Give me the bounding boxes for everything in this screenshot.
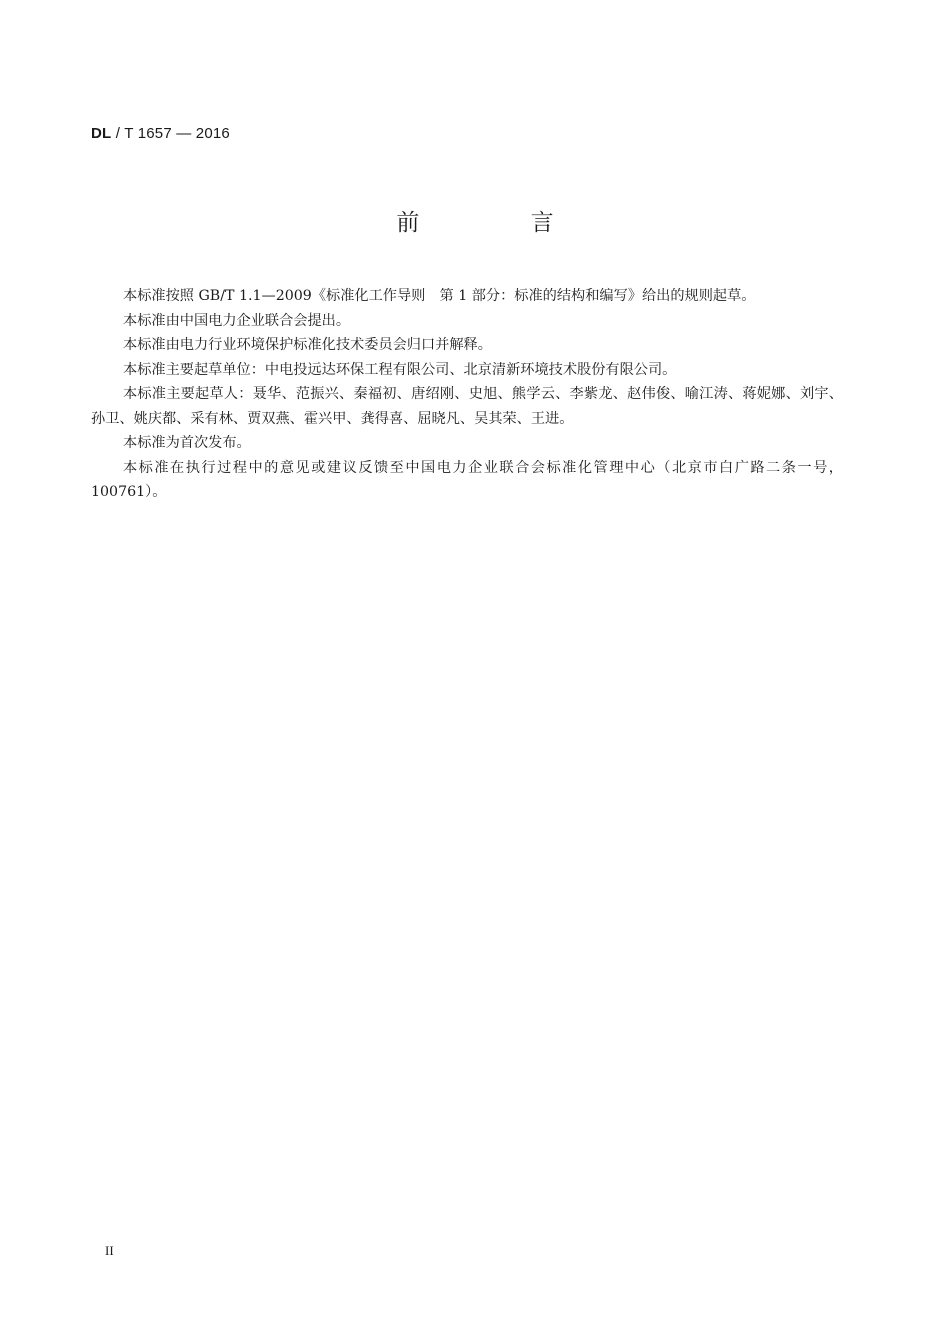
paragraph-interpreter: 本标准由电力行业环境保护标准化技术委员会归口并解释。 — [123, 337, 492, 353]
standard-code — [91, 125, 230, 142]
standard-code-prefix: DL — [91, 125, 112, 142]
paragraph-drafters: 本标准主要起草人：聂华、范振兴、秦福初、唐绍刚、史旭、熊学云、李紫龙、赵伟俊、喻江涛、蒋妮娜、刘宇、孙卫、姚庆都、采有林、贾双燕、霍兴甲、龚得喜、屈晓凡、吴其荣、王进。 — [91, 386, 843, 427]
page-number: II — [105, 1243, 114, 1258]
page-title: 前 言 — [396, 210, 606, 236]
standard-code-rest: / T 1657 — 2016 — [111, 125, 230, 142]
paragraph-drafting-units: 本标准主要起草单位：中电投远达环保工程有限公司、北京清新环境技术股份有限公司。 — [123, 361, 677, 378]
paragraph-drafting-rules: 本标准按照 GB/T 1.1—2009《标准化工作导则 第 1 部分：标准的结构和编写》给出的规则起草。 — [123, 288, 756, 304]
paragraph-feedback: 本标准在执行过程中的意见或建议反馈至中国电力企业联合会标准化管理中心（北京市白广路二条一号，100761）。 — [91, 459, 843, 500]
paragraph-first-release: 本标准为首次发布。 — [123, 435, 251, 451]
foreword-body — [91, 284, 843, 505]
paragraph-proposer: 本标准由中国电力企业联合会提出。 — [123, 312, 351, 329]
